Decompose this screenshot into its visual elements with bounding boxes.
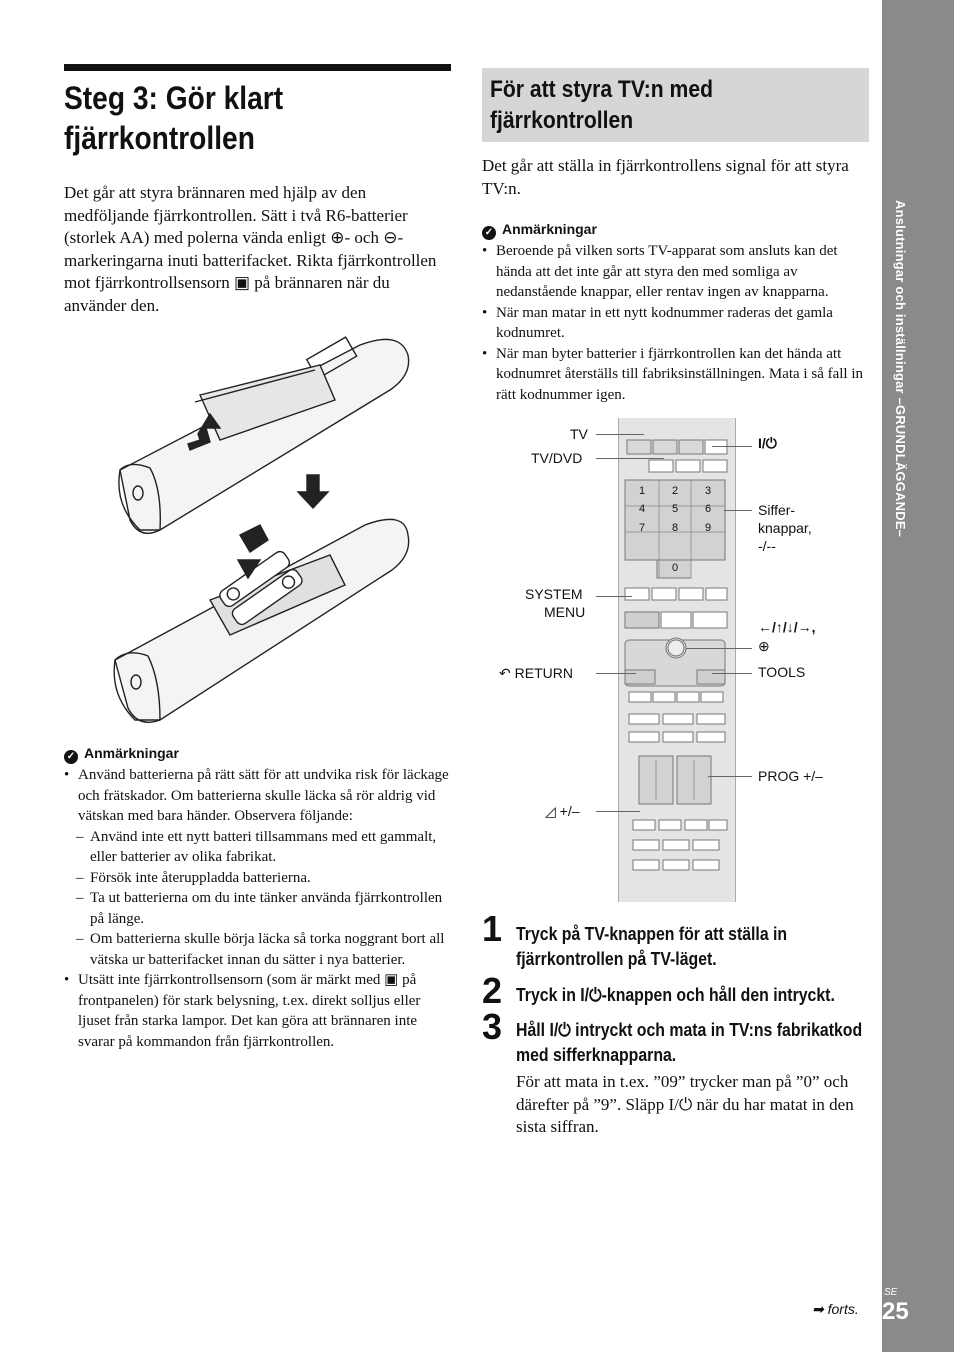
leader-line [596,596,632,597]
step-number: 3 [482,1006,503,1047]
leader-line [712,673,752,674]
note-icon: ✓ [64,750,78,764]
label-prog: PROG +/– [758,768,823,784]
side-section-label: Anslutningar och inställningar –GRUNDLÄGGANDE– [893,200,908,538]
section-title: För att styra TV:n med fjärrkontrollen [490,76,713,134]
intro-text: Det går att styra brännaren med hjälp av den medföljande fjärrkontrollen. Sätt i två R6-batterier (storlek AA) med polerna vända enligt ⊕- och ⊖-markeringarna inuti batterifacket. Rikta fjärrkontrollen mot fjärrkontrollsensorn ▣ på brännaren när du använder den. [64,183,437,315]
notes-list-right [482,241,872,405]
title-rule [64,64,451,71]
leader-line [724,510,752,511]
leader-line [686,648,752,649]
leader-line [596,673,636,674]
notes-heading-right: ✓ Anmärkningar [482,221,597,240]
label-number-buttons-3: -/-- [758,538,776,554]
step-text: Tryck in I/⏻-knappen och håll den intryckt. [516,985,835,1005]
language-code: SE [884,1287,898,1298]
label-return: ↶ RETURN [499,665,573,681]
note-item: • När man byter batterier i fjärrkontrollen kan det hända att kodnumret återställs till fabriksinställningen. Mata i så fall in rätt kodnummer igen. [482,344,872,406]
keypad-digit: 7 [639,522,646,534]
step3-detail: För att mata in t.ex. ”09” trycker man på ”0” och därefter på ”9”. Släpp I/⏻ när du har matat in den sista siffran. [516,1072,854,1136]
label-tools: TOOLS [758,664,806,680]
note-subitem: – Använd inte ett nytt batteri tillsammans med ett gammalt, eller batterier av olika fabrikat. [64,827,452,868]
leader-line [712,446,752,447]
note-item: • När man matar in ett nytt kodnummer raderas det gamla kodnumret. [482,303,872,344]
section-intro: Det går att ställa in fjärrkontrollens signal för att styra TV:n. [482,156,849,198]
notes-heading-left: ✓ Anmärkningar [64,745,179,764]
keypad-digit: 8 [672,522,679,534]
label-number-buttons-1: Siffer- [758,502,796,518]
keypad-digit: 3 [705,485,712,497]
step-text: Tryck på TV-knappen för att ställa in fjärrkontrollen på TV-läget. [516,924,788,969]
note-subitem: – Om batterierna skulle börja läcka så torka noggrant bort all vätska ur batterifacket innan du sätter i nya batterier. [64,929,452,970]
step-text: Håll I/⏻ intryckt och mata in TV:ns fabrikatkod med sifferknapparna. [516,1020,863,1065]
notes-list-left [64,765,452,1052]
keypad-digit: 9 [705,522,712,534]
keypad-digit: 1 [639,485,646,497]
page-title: Steg 3: Gör klart fjärrkontrollen [64,80,284,156]
leader-line [708,776,752,777]
note-item: • Beroende på vilken sorts TV-apparat som ansluts kan det hända att det inte går att styra den med somliga av nedanstående knappar, eller rentav ingen av knapparna. [482,241,872,303]
label-tv-dvd: TV/DVD [531,450,583,466]
label-system-menu-1: SYSTEM [525,586,583,602]
note-item: • Använd batterierna på rätt sätt för att undvika risk för läckage och frätskador. Om batterierna skulle läcka så rör aldrig vid vätskan med bara händer. Observera följande: [64,765,452,827]
remote-control-diagram [618,418,736,902]
step-number: 1 [482,908,503,949]
note-subitem: – Ta ut batterierna om du inte tänker använda fjärrkontrollen på länge. [64,888,452,929]
label-volume: ◿ +/– [545,803,580,819]
leader-line [596,811,640,812]
note-subitem: – Försök inte återuppladda batterierna. [64,868,452,889]
label-tv: TV [570,426,588,442]
keypad-digit: 5 [672,503,679,515]
note-icon: ✓ [482,226,496,240]
leader-line [596,434,644,435]
label-system-menu-2: MENU [544,604,586,620]
keypad-digit: 2 [672,485,679,497]
step-number: 2 [482,970,503,1011]
keypad-digit: 0 [672,562,679,574]
keypad-digit: 6 [705,503,712,515]
label-number-buttons-2: knappar, [758,520,812,536]
leader-line [596,458,664,459]
page-number: 25 [882,1298,909,1325]
battery-insertion-illustration [100,330,420,730]
continue-arrow-icon: ➡ [812,1301,824,1317]
continued-indicator: ➡ forts. [812,1301,859,1317]
keypad-digit: 4 [639,503,646,515]
note-item: • Utsätt inte fjärrkontrollsensorn (som är märkt med ▣ på frontpanelen) för stark belysning, t.ex. direkt solljus eller ljuset från starka lampor. Det kan göra att brännaren inte svarar på kommandon från fjärrkontrollen. [64,970,452,1052]
label-arrows: ←/↑/↓/→, [758,619,816,635]
label-power: I/⏻ [758,435,777,451]
label-enter: ⊕ [758,638,770,654]
